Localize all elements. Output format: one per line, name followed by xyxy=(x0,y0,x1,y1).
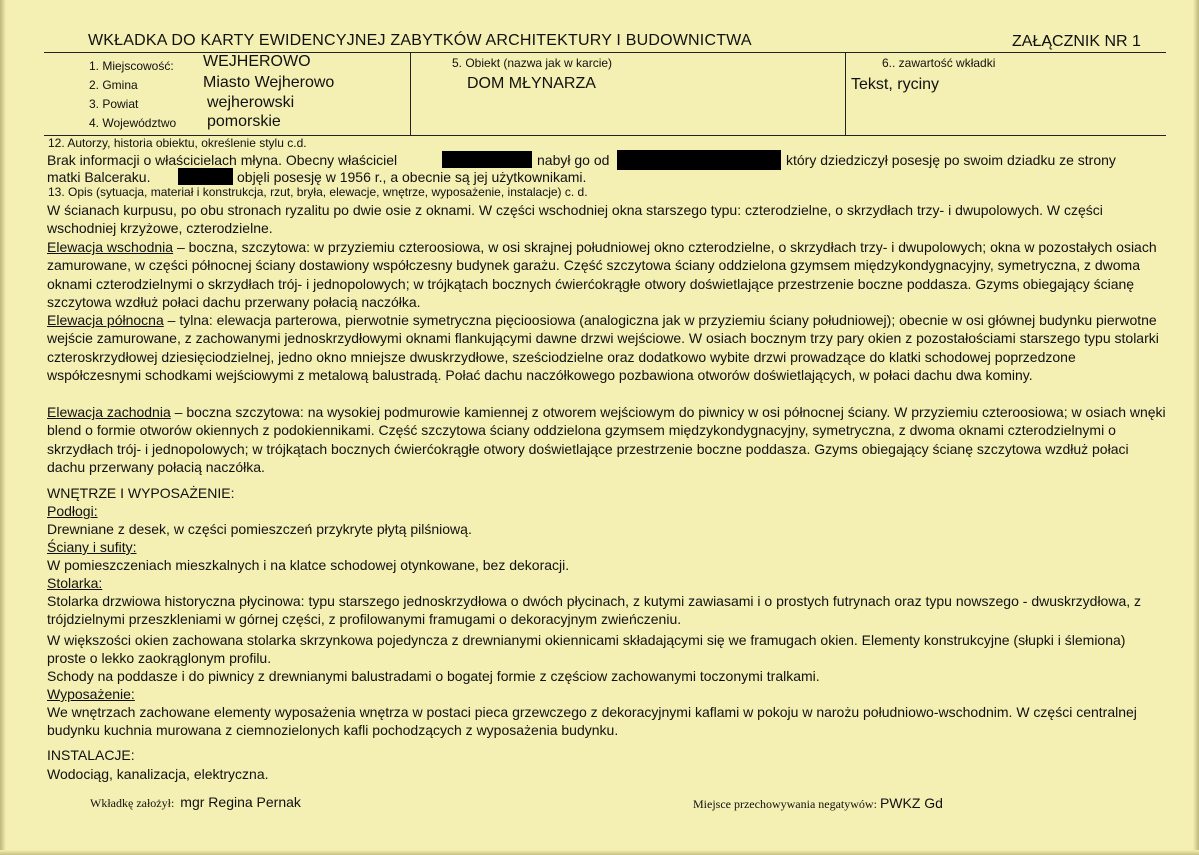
field-label-locality: 1. Miejscowość: xyxy=(89,59,174,73)
history-line2-b: objęli posesję w 1956 r., a obecnie są jej użytkownikami. xyxy=(237,169,587,185)
object-label: 5. Obiekt (nazwa jak w karcie) xyxy=(452,56,613,70)
section-12-label: 12. Autorzy, historia obiektu, określenie stylu c.d. xyxy=(48,136,307,150)
installations-heading: INSTALACJE: xyxy=(47,747,135,763)
history-line1-c: który dziedziczył posesję po swoim dziadku ze strony xyxy=(786,152,1116,168)
field-value-voivodeship: pomorskie xyxy=(207,113,281,130)
installations-text: Wodociąg, kanalizacja, elektryczna. xyxy=(47,766,269,782)
north-elevation-heading: Elewacja północna xyxy=(47,312,164,328)
storage-label: Miejsce przechowywania negatywów: xyxy=(693,797,877,811)
scan-edge-left xyxy=(0,0,6,855)
scan-edge-right xyxy=(1193,0,1199,855)
walls-heading: Ściany i sufity: xyxy=(47,539,137,555)
east-elevation-paragraph xyxy=(47,238,1167,312)
equipment-text: We wnętrzach zachowane elementy wyposażenia wnętrza w postaci pieca grzewczego z dekoracyjnymi kaflami w pokoju w narożu południowo-wschodnim. W części centralnej budynku kuchnia murowana z ciemnozielonych kafli pochodzących z wyposażenia budynku. xyxy=(47,704,1137,739)
redaction-users xyxy=(178,168,233,185)
floors-heading: Podłogi: xyxy=(47,503,98,519)
west-elevation-paragraph xyxy=(47,403,1167,477)
annex-number: ZAŁĄCZNIK NR 1 xyxy=(1012,33,1141,50)
east-elevation-text: – boczna, szczytowa: w przyziemiu czteroosiowa, w osi skrajnej południowej okno czterodzielne, o skrzydłach trzy- i dwupolowych; okna w pozostałych osiach zamurowane, w części północnej ściany dostawiony współczesny budynek garażu. Część szczytowa ściany oddzielona gzymsem międzykondygnacyjny, symetryczna, z dwoma oknami czterodzielnymi o skrzydłach trój- i jednopolowych; w trójkątach bocznych ćwierćokrągłe otwory doświetlające przestrzenie boczne poddasza. Gzyms obiegający ścianę szczytowa wzdłuż połaci dachu przerwany połacią naczółka. xyxy=(47,239,1157,311)
contents-value: Tekst, ryciny xyxy=(851,76,940,93)
document-title: WKŁADKA DO KARTY EWIDENCYJNEJ ZABYTKÓW ARCHITEKTURY I BUDOWNICTWA xyxy=(88,32,752,49)
field-value-county: wejherowski xyxy=(207,94,295,111)
field-value-locality: WEJHEROWO xyxy=(203,53,311,70)
north-elevation-text: – tylna: elewacja parterowa, pierwotnie symetryczna pięcioosiowa (analogiczna jak w przyziemiu ściany południowej); obecnie w osi głównej budynku pierwotne wejście zamurowane, z zachowanymi jednoskrzydłowymi oknami flankującymi dawne drzwi wejściowe. W osiach bocznym trzy pary okien z pozostałościami starszego typu stolarki czteroskrzydłowej dziesięciodzielnej, jedno okno mniejsze dwuskrzydłowe, sześciodzielne oraz dodatkowo wybite drzwi prowadzące do klatki schodowej poprzedzone współczesnymi schodkami wejściowymi z metalową balustradą. Połać dachu naczółkowego pozbawiona otworów doświetlających, w połaci dachu dwa kominy. xyxy=(47,312,1159,384)
field-label-commune: 2. Gmina xyxy=(89,78,138,92)
redaction-previous-owner xyxy=(617,150,781,170)
field-label-voivodeship: 4. Województwo xyxy=(89,116,177,130)
redaction-owner xyxy=(442,151,532,168)
history-line1-b: nabył go od xyxy=(537,152,610,168)
author-line xyxy=(90,794,301,811)
field-value-commune: Miasto Wejherowo xyxy=(203,74,335,91)
floors-text: Drewniane z desek, w części pomieszczeń przykryte płytą pilśniową. xyxy=(47,521,472,537)
table-divider-1 xyxy=(410,52,411,135)
west-elevation-text: – boczna szczytowa: na wysokiej podmurowie kamiennej z otworem wejściowym do piwnicy w osi północnej ściany. W przyziemiu czteroosiowa; w osiach wnęki blend o formie otworów okiennych z podokiennikami. Część szczytowa ściany oddzielona gzymsem międzykondygnacyjny, symetryczna, z dwoma oknami czterodzielnymi o skrzydłach trój- i jednopolowych; w trójkątach bocznych ćwierćokrągłe otwory doświetlające przestrzenie boczne poddasza. Gzyms obiegający ścianę szczytowa wzdłuż połaci dachu przerwany połacią naczółka. xyxy=(47,404,1166,476)
section-13-label: 13. Opis (sytuacja, materiał i konstrukcja, rzut, bryła, elewacje, wnętrze, wyposażenie, instalacje) c. d. xyxy=(48,185,588,199)
west-elevation-heading: Elewacja zachodnia xyxy=(47,404,171,420)
author-name: mgr Regina Pernak xyxy=(180,794,301,810)
joinery-text-stairs: Schody na poddasze i do piwnicy z drewnianymi balustradami o bogatej formie z częściow zachowanymi toczonymi tralkami. xyxy=(47,668,820,684)
field-label-county: 3. Powiat xyxy=(89,97,139,111)
joinery-text-doors: Stolarka drzwiowa historyczna płycinowa: typu starszego jednoskrzydłowa o dwóch płycinach, z kutymi zawiasami i o prostych futrynach oraz typu nowszego - dwuskrzydłowa, z trójdzielnymi przeszkleniami w górnej części, z profilowanymi framugami o dekoracyjnym zwieńczeniu. xyxy=(47,593,1142,628)
history-line2-a: matki Balceraku. xyxy=(47,169,151,185)
equipment-heading: Wyposażenie: xyxy=(47,686,135,702)
author-label: Wkładkę założył: xyxy=(90,796,175,810)
scan-edge-bottom xyxy=(0,850,1199,855)
history-line1-a: Brak informacji o właścicielach młyna. Obecny właściciel xyxy=(47,152,398,168)
east-elevation-heading: Elewacja wschodnia xyxy=(47,239,174,255)
interior-heading: WNĘTRZE I WYPOSAŻENIE: xyxy=(47,485,235,501)
object-name: DOM MŁYNARZA xyxy=(467,75,596,92)
joinery-text-windows: W większości okien zachowana stolarka skrzynkowa pojedyncza z drewnianymi okiennicami składającymi się we framugach okien. Elementy konstrukcyjne (słupki i ślemiona) proste o lekko zaokrąglonym profilu. xyxy=(47,632,1126,667)
joinery-heading: Stolarka: xyxy=(47,575,103,591)
north-elevation-paragraph xyxy=(47,311,1167,385)
storage-line xyxy=(693,795,943,812)
table-divider-2 xyxy=(845,52,846,135)
contents-label: 6.. zawartość wkładki xyxy=(882,56,996,70)
description-intro: W ścianach kurpusu, po obu stronach ryzalitu po dwie osie z oknami. W części wschodniej okna starszego typu: czterodzielne, o skrzydłach trzy- i dwupolowych. W części wschodniej krzyżowe, czterodzielne. xyxy=(47,202,1103,237)
walls-text: W pomieszczeniach mieszkalnych i na klatce schodowej otynkowane, bez dekoracji. xyxy=(47,557,570,573)
storage-value: PWKZ Gd xyxy=(879,795,943,811)
